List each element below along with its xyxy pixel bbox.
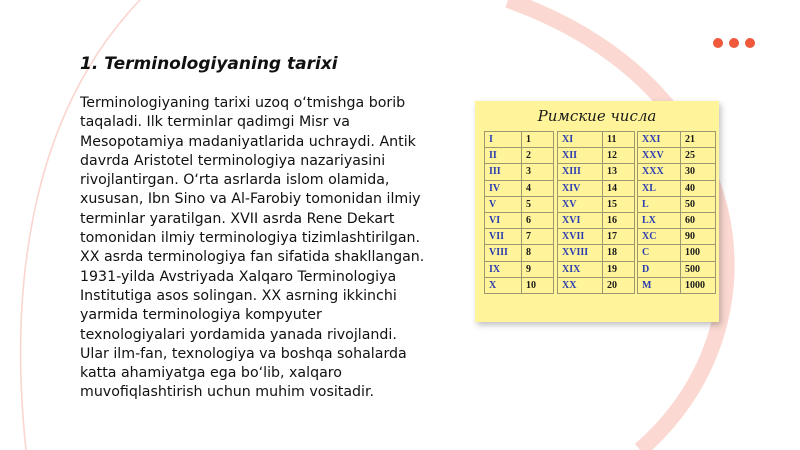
numeral-row	[638, 148, 716, 164]
roman-numeral: I	[485, 132, 522, 148]
numeral-row	[485, 277, 554, 293]
arabic-numeral: 20	[603, 277, 635, 293]
numeral-row	[638, 245, 716, 261]
arabic-numeral: 19	[603, 261, 635, 277]
numeral-table-1	[484, 131, 554, 294]
roman-numeral: VIII	[485, 245, 522, 261]
numeral-row	[485, 164, 554, 180]
numeral-row	[485, 148, 554, 164]
numeral-row	[638, 212, 716, 228]
roman-numeral: XIX	[558, 261, 603, 277]
roman-numeral: XI	[558, 132, 603, 148]
arabic-numeral: 1	[522, 132, 554, 148]
three-dots-icon	[713, 38, 755, 48]
numeral-row	[485, 196, 554, 212]
numeral-row	[558, 277, 635, 293]
arabic-numeral: 17	[603, 229, 635, 245]
numeral-row	[638, 277, 716, 293]
numeral-table-2	[557, 131, 635, 294]
arabic-numeral: 500	[681, 261, 716, 277]
numeral-row	[558, 212, 635, 228]
numeral-row	[558, 245, 635, 261]
numeral-row	[558, 196, 635, 212]
arabic-numeral: 13	[603, 164, 635, 180]
arabic-numeral: 4	[522, 180, 554, 196]
numeral-row	[485, 261, 554, 277]
roman-numeral: LX	[638, 212, 681, 228]
roman-numeral: M	[638, 277, 681, 293]
arabic-numeral: 100	[681, 245, 716, 261]
arabic-numeral: 25	[681, 148, 716, 164]
arabic-numeral: 15	[603, 196, 635, 212]
numeral-row	[485, 132, 554, 148]
arabic-numeral: 18	[603, 245, 635, 261]
numeral-row	[485, 180, 554, 196]
numeral-row	[558, 229, 635, 245]
numeral-row	[638, 261, 716, 277]
arabic-numeral: 9	[522, 261, 554, 277]
dot	[713, 38, 723, 48]
roman-numeral: XVIII	[558, 245, 603, 261]
arabic-numeral: 50	[681, 196, 716, 212]
numeral-row	[638, 132, 716, 148]
roman-numeral: XL	[638, 180, 681, 196]
slide-title: 1. Terminologiyaning tarixi	[80, 54, 338, 74]
arabic-numeral: 11	[603, 132, 635, 148]
roman-numeral: XC	[638, 229, 681, 245]
roman-numeral: XVII	[558, 229, 603, 245]
roman-numeral: XX	[558, 277, 603, 293]
numeral-table-3	[637, 131, 716, 294]
numeral-row	[485, 245, 554, 261]
roman-numeral: XIII	[558, 164, 603, 180]
numeral-row	[558, 148, 635, 164]
numeral-row	[638, 229, 716, 245]
roman-numeral: L	[638, 196, 681, 212]
arabic-numeral: 90	[681, 229, 716, 245]
arabic-numeral: 10	[522, 277, 554, 293]
roman-numeral: III	[485, 164, 522, 180]
arabic-numeral: 6	[522, 212, 554, 228]
roman-numeral: IV	[485, 180, 522, 196]
numeral-row	[558, 261, 635, 277]
arabic-numeral: 14	[603, 180, 635, 196]
numeral-row	[558, 164, 635, 180]
numeral-row	[638, 196, 716, 212]
numeral-row	[485, 229, 554, 245]
roman-numeral: X	[485, 277, 522, 293]
roman-numeral: VI	[485, 212, 522, 228]
roman-numeral: XVI	[558, 212, 603, 228]
arabic-numeral: 12	[603, 148, 635, 164]
roman-numerals-image	[475, 101, 719, 322]
roman-numeral: C	[638, 245, 681, 261]
numeral-row	[485, 212, 554, 228]
roman-numeral: D	[638, 261, 681, 277]
roman-numeral: XXI	[638, 132, 681, 148]
arabic-numeral: 3	[522, 164, 554, 180]
roman-numeral: IX	[485, 261, 522, 277]
roman-numeral: VII	[485, 229, 522, 245]
dot	[745, 38, 755, 48]
roman-numeral: XXV	[638, 148, 681, 164]
arabic-numeral: 30	[681, 164, 716, 180]
roman-numeral: XXX	[638, 164, 681, 180]
arabic-numeral: 7	[522, 229, 554, 245]
dot	[729, 38, 739, 48]
arabic-numeral: 16	[603, 212, 635, 228]
arabic-numeral: 40	[681, 180, 716, 196]
roman-numeral: XII	[558, 148, 603, 164]
roman-numeral: II	[485, 148, 522, 164]
numeral-row	[558, 180, 635, 196]
arabic-numeral: 1000	[681, 277, 716, 293]
roman-numeral: V	[485, 196, 522, 212]
arabic-numeral: 21	[681, 132, 716, 148]
arabic-numeral: 8	[522, 245, 554, 261]
arabic-numeral: 5	[522, 196, 554, 212]
numeral-row	[638, 180, 716, 196]
roman-numeral: XV	[558, 196, 603, 212]
numeral-row	[638, 164, 716, 180]
arabic-numeral: 60	[681, 212, 716, 228]
numeral-row	[558, 132, 635, 148]
body-paragraph: Terminologiyaning tarixi uzoq o‘tmishga borib taqaladi. Ilk terminlar qadimgi Misr va Mesopotamiya madaniyatlarida uchraydi. Antik davrda Aristotel terminologiya nazariyasini rivojlantirgan. O‘rta asrlarda islom olamida, xususan, Ibn Sino va Al-Farobiy tomonidan ilmiy terminlar yaratilgan. XVII asrda Rene Dekart tomonidan ilmiy terminologiya tizimlashtirilgan. XX asrda terminologiya fan sifatida shakllangan. 1931-yilda Avstriyada Xalqaro Terminologiya Institutiga asos solingan. XX asrning ikkinchi yarmida terminologiya kompyuter texnologiyalari yordamida yanada rivojlandi. Ular ilm-fan, texnologiya va boshqa sohalarda katta ahamiyatga ega bo‘lib, xalqaro muvofiqlashtirish uchun muhim vositadir.	[80, 95, 425, 401]
roman-numeral: XIV	[558, 180, 603, 196]
arabic-numeral: 2	[522, 148, 554, 164]
image-title: Римские числа	[537, 107, 657, 125]
